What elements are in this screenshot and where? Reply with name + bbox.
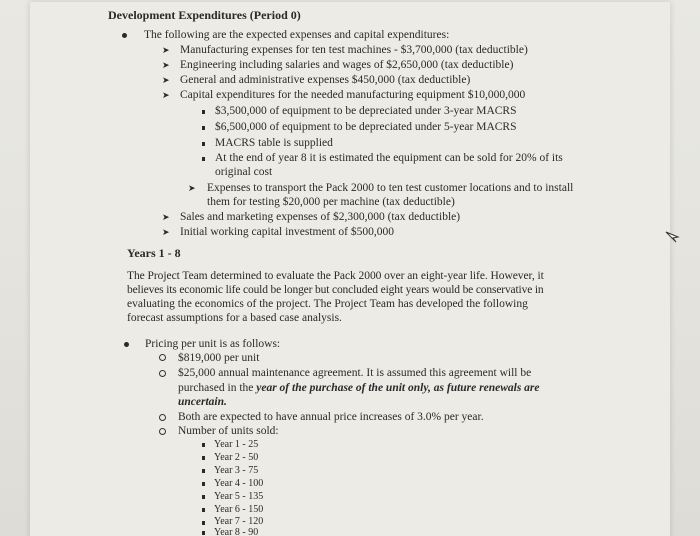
- square-bullet: [202, 495, 205, 499]
- capital-item: At the end of year 8 it is estimated the equipment can be sold for 20% of its: [215, 152, 563, 164]
- units-label: Number of units sold:: [178, 425, 279, 437]
- paragraph-line: evaluating the economics of the project. The Project Team has developed the following: [127, 298, 528, 310]
- arrow-bullet-icon: ➤: [162, 75, 170, 85]
- expense-item-continued: them for testing $20,000 per machine (tax deductible): [207, 196, 455, 208]
- price-unit: $819,000 per unit: [178, 352, 260, 364]
- expense-item: Expenses to transport the Pack 2000 to ten test customer locations and to install: [207, 182, 574, 194]
- square-bullet: [202, 521, 205, 525]
- expense-item: Manufacturing expenses for ten test machines - $3,700,000 (tax deductible): [180, 44, 528, 56]
- capital-item-continued: original cost: [215, 166, 273, 178]
- square-bullet: [202, 110, 205, 114]
- units-item: Year 3 - 75: [214, 465, 259, 476]
- maintenance-text: purchased in the: [178, 382, 257, 394]
- square-bullet: [202, 157, 205, 161]
- paragraph-line: The Project Team determined to evaluate the Pack 2000 over an eight-year life. However, it: [127, 270, 544, 282]
- price-increase: Both are expected to have annual price increases of 3.0% per year.: [178, 411, 484, 423]
- units-item: Year 8 - 90: [214, 527, 259, 536]
- square-bullet: [202, 482, 205, 486]
- square-bullet: [202, 469, 205, 473]
- section-heading: Development Expenditures (Period 0): [108, 8, 301, 22]
- arrow-bullet-icon: ➤: [162, 45, 170, 55]
- units-item: Year 1 - 25: [214, 439, 259, 450]
- years-heading: Years 1 - 8: [127, 246, 181, 260]
- circle-bullet: [159, 370, 166, 377]
- square-bullet: [202, 126, 205, 130]
- bullet: [122, 33, 127, 38]
- bullet: [124, 342, 129, 347]
- square-bullet: [202, 142, 205, 146]
- circle-bullet: [159, 354, 166, 361]
- units-item: Year 4 - 100: [214, 478, 264, 489]
- square-bullet: [202, 443, 205, 447]
- arrow-bullet-icon: ➤: [162, 227, 170, 237]
- expense-item: Initial working capital investment of $500,000: [180, 226, 394, 238]
- circle-bullet: [159, 428, 166, 435]
- units-item: Year 6 - 150: [214, 504, 264, 515]
- expense-item: Sales and marketing expenses of $2,300,000 (tax deductible): [180, 211, 461, 223]
- units-item: Year 2 - 50: [214, 452, 259, 463]
- expense-item: General and administrative expenses $450,000 (tax deductible): [180, 74, 471, 86]
- arrow-bullet-icon: ➤: [162, 60, 170, 70]
- maintenance-line: uncertain.: [178, 396, 227, 408]
- circle-bullet: [159, 414, 166, 421]
- capital-item: MACRS table is supplied: [215, 137, 333, 149]
- arrow-bullet-icon: ➤: [188, 183, 196, 193]
- expense-item: Capital expenditures for the needed manufacturing equipment $10,000,000: [180, 89, 526, 101]
- square-bullet: [202, 508, 205, 512]
- units-item: Year 5 - 135: [214, 491, 264, 502]
- paragraph-line: believes its economic life could be longer but concluded eight years would be conservative in: [127, 284, 544, 296]
- maintenance-emphasis: year of the purchase of the unit only, as future renewals are: [256, 382, 540, 394]
- arrow-bullet-icon: ➤: [162, 90, 170, 100]
- intro-text: The following are the expected expenses and capital expenditures:: [144, 29, 450, 41]
- expense-item: Engineering including salaries and wages of $2,650,000 (tax deductible): [180, 59, 514, 71]
- pricing-label: Pricing per unit is as follows:: [145, 338, 281, 350]
- square-bullet: [202, 456, 205, 460]
- paragraph-line: forecast assumptions for a based case analysis.: [127, 312, 342, 324]
- maintenance-line: [178, 381, 540, 395]
- arrow-bullet-icon: ➤: [162, 212, 170, 222]
- units-item: Year 7 - 120: [214, 516, 264, 527]
- maintenance-line: $25,000 annual maintenance agreement. It is assumed this agreement will be: [178, 367, 532, 379]
- capital-item: $6,500,000 of equipment to be depreciated under 5-year MACRS: [215, 121, 517, 133]
- capital-item: $3,500,000 of equipment to be depreciated under 3-year MACRS: [215, 105, 517, 117]
- mouse-pointer-icon: [664, 228, 682, 246]
- square-bullet: [202, 531, 205, 535]
